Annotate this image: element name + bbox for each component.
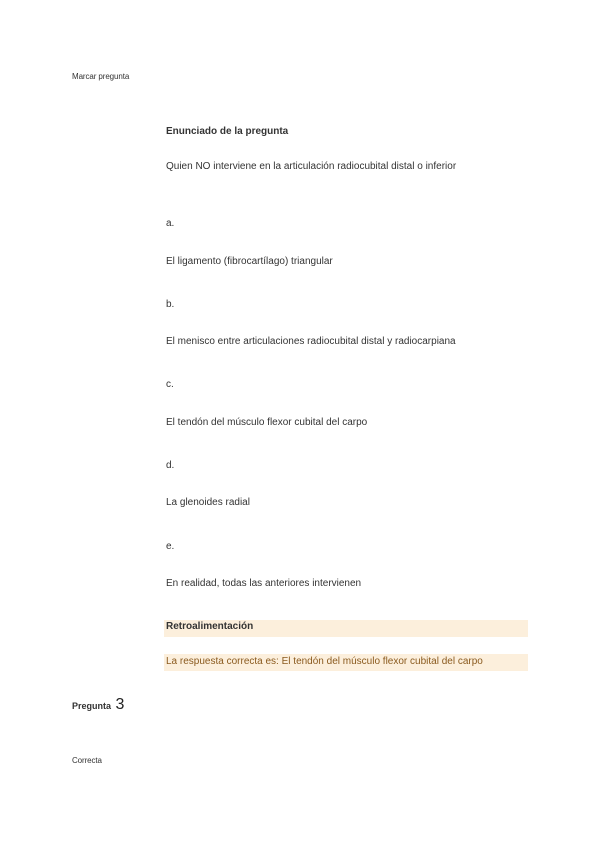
flag-question-link[interactable]: Marcar pregunta [72, 72, 130, 81]
option-d-text[interactable]: La glenoides radial [166, 497, 250, 508]
option-d-letter[interactable]: d. [166, 460, 175, 471]
question-number-value: 3 [115, 696, 125, 713]
option-b-letter[interactable]: b. [166, 299, 175, 310]
option-c-letter[interactable]: c. [166, 379, 174, 390]
feedback-heading: Retroalimentación [166, 621, 254, 632]
question-heading: Enunciado de la pregunta [166, 126, 289, 137]
question-state: Correcta [72, 756, 102, 765]
question-number [72, 696, 124, 714]
question-number-label: Pregunta [72, 701, 112, 711]
option-a-letter[interactable]: a. [166, 218, 175, 229]
option-b-text[interactable]: El menisco entre articulaciones radiocubital distal y radiocarpiana [166, 336, 456, 347]
option-c-text[interactable]: El tendón del músculo flexor cubital del carpo [166, 417, 368, 428]
option-a-text[interactable]: El ligamento (fibrocartílago) triangular [166, 256, 333, 267]
question-text: Quien NO interviene en la articulación radiocubital distal o inferior [166, 161, 457, 172]
feedback-correct-answer: La respuesta correcta es: El tendón del músculo flexor cubital del carpo [166, 656, 483, 667]
option-e-letter[interactable]: e. [166, 541, 175, 552]
option-e-text[interactable]: En realidad, todas las anteriores intervienen [166, 578, 362, 589]
